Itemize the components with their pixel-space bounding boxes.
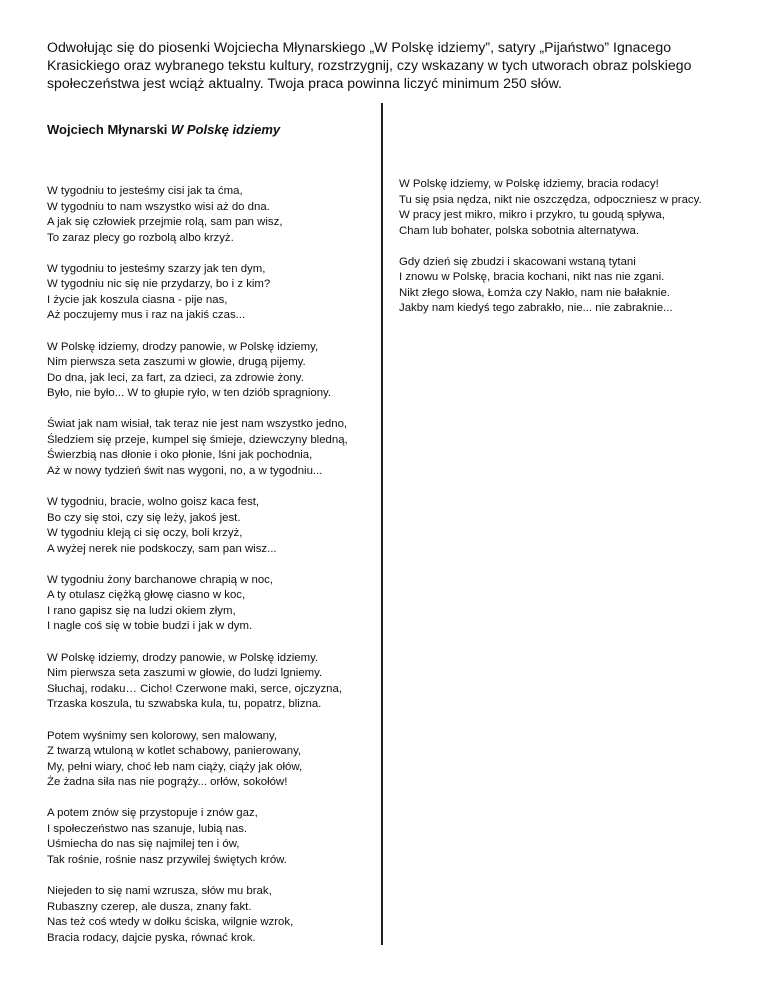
poem-line: Bo czy się stoi, czy się leży, jakoś jest. xyxy=(47,511,241,524)
poem-stanza xyxy=(47,340,372,402)
poem-line: Cham lub bohater, polska sobotnia alternatywa. xyxy=(399,224,639,237)
poem-line: A ty otulasz ciężką głowę ciasno w koc, xyxy=(47,589,246,602)
poem-line: Świerzbią nas dłonie i oko płonie, lśni jak pochodnia, xyxy=(47,449,313,462)
poem-line: My, pełni wiary, choć łeb nam ciąży, ciąży jak ołów, xyxy=(47,760,303,773)
poem-line: I życie jak koszula ciasna - pije nas, xyxy=(47,293,228,306)
poem-line: W tygodniu to jesteśmy szarzy jak ten dym, xyxy=(47,262,266,275)
poem-line: Rubaszny czerep, ale dusza, znany fakt. xyxy=(47,900,252,913)
poem-line: W tygodniu to jesteśmy cisi jak ta ćma, xyxy=(47,185,243,197)
poem-line: A wyżej nerek nie podskoczy, sam pan wisz... xyxy=(47,542,277,555)
poem-stanza xyxy=(47,729,372,791)
poem-heading xyxy=(47,122,280,138)
poem-line: Było, nie było... W to głupie ryło, w ten dziób spragniony. xyxy=(47,387,332,400)
poem-line: Bracia rodacy, dajcie pyska, równać krok. xyxy=(47,931,256,944)
poem-right-column xyxy=(399,177,739,332)
poem-stanza xyxy=(47,184,372,246)
poem-author: Wojciech Młynarski xyxy=(47,122,168,137)
poem-stanza xyxy=(47,262,372,324)
poem-line: Trzaska koszula, tu szwabska kula, tu, popatrz, blizna. xyxy=(47,698,322,711)
poem-line: W tygodniu żony barchanowe chrapią w noc, xyxy=(47,573,274,586)
poem-stanza xyxy=(399,255,739,317)
poem-line: W Polskę idziemy, drodzy panowie, w Polskę idziemy, xyxy=(47,340,319,353)
poem-line: W tygodniu kleją ci się oczy, boli krzyż, xyxy=(47,527,243,540)
poem-line: W Polskę idziemy, drodzy panowie, w Polskę idziemy. xyxy=(47,651,319,664)
poem-line: Tu się psia nędza, nikt nie oszczędza, odpoczniesz w pracy. xyxy=(399,193,702,206)
poem-line: Aż w nowy tydzień świt nas wygoni, no, a w tygodniu... xyxy=(47,464,323,477)
poem-line: W pracy jest mikro, mikro i przykro, tu goudą spływa, xyxy=(399,209,665,221)
poem-line: W tygodniu to nam wszystko wisi aż do dna. xyxy=(47,200,270,213)
poem-line: Nim pierwsza seta zaszumi w głowie, drugą pijemy. xyxy=(47,356,306,369)
poem-stanza xyxy=(47,651,372,713)
poem-line: W tygodniu, bracie, wolno goisz kaca fest, xyxy=(47,496,260,509)
poem-line: Potem wyśnimy sen kolorowy, sen malowany, xyxy=(47,729,278,742)
poem-line: Uśmiecha do nas się najmilej ten i ów, xyxy=(47,838,240,851)
poem-stanza xyxy=(47,417,372,479)
poem-line: Śledziem się przeje, kumpel się śmieje, dziewczyny bledną, xyxy=(47,433,348,446)
poem-line: I nagle coś się w tobie budzi i jak w dym. xyxy=(47,620,253,633)
poem-line: Nikt złego słowa, Łomża czy Nakło, nam nie bałaknie. xyxy=(399,286,670,299)
poem-line: Słuchaj, rodaku… Cicho! Czerwone maki, serce, ojczyzna, xyxy=(47,682,343,695)
poem-line: Jakby nam kiedyś tego zabrakło, nie... nie zabraknie... xyxy=(399,302,673,314)
poem-line: I społeczeństwo nas szanuje, lubią nas. xyxy=(47,822,248,835)
poem-stanza xyxy=(47,884,372,946)
poem-left-column xyxy=(47,184,372,962)
poem-line: Tak rośnie, rośnie nasz przywilej świętych krów. xyxy=(47,853,287,866)
poem-line: W Polskę idziemy, w Polskę idziemy, bracia rodacy! xyxy=(399,178,659,190)
poem-line: Nim pierwsza seta zaszumi w głowie, do ludzi lgniemy. xyxy=(47,667,323,680)
poem-line: Świat jak nam wisiał, tak teraz nie jest nam wszystko jedno, xyxy=(47,418,348,431)
poem-line: A jak się człowiek przejmie rolą, sam pan wisz, xyxy=(47,216,283,228)
poem-line: Że żadna siła nas nie pogrąży... orłów, sokołów! xyxy=(47,776,288,789)
poem-line: A potem znów się przystopuje i znów gaz, xyxy=(47,807,258,820)
poem-stanza xyxy=(399,177,739,239)
poem-stanza xyxy=(47,573,372,635)
poem-line: Nas też coś wtedy w dołku ściska, wilgnie wzrok, xyxy=(47,916,294,929)
poem-line: I znowu w Polskę, bracia kochani, nikt nas nie zgani. xyxy=(399,271,665,283)
poem-stanza xyxy=(47,495,372,557)
poem-title: W Polskę idziemy xyxy=(171,122,281,137)
poem-line: Gdy dzień się zbudzi i skacowani wstaną tytani xyxy=(399,255,636,268)
column-divider xyxy=(381,103,383,945)
poem-line: Aż poczujemy mus i raz na jakiś czas... xyxy=(47,309,246,322)
poem-line: Z twarzą wtuloną w kotlet schabowy, panierowany, xyxy=(47,745,302,758)
assignment-prompt: Odwołując się do piosenki Wojciecha Młynarskiego „W Polskę idziemy”, satyry „Pijaństwo” Ignacego Krasickiego oraz wybranego tekstu kultury, rozstrzygnij, czy wskazany w tych utworach obraz polskiego społeczeństwa jest wciąż aktualny. Twoja praca powinna liczyć minimum 250 słów. xyxy=(47,39,692,91)
poem-stanza xyxy=(47,806,372,868)
poem-line: To zaraz plecy go rozbolą albo krzyż. xyxy=(47,231,234,244)
poem-line: Niejeden to się nami wzrusza, słów mu brak, xyxy=(47,885,272,898)
poem-line: W tygodniu nic się nie przydarzy, bo i z kim? xyxy=(47,278,271,291)
poem-line: Do dna, jak leci, za fart, za dzieci, za zdrowie żony. xyxy=(47,371,304,384)
poem-line: I rano gapisz się na ludzi okiem złym, xyxy=(47,604,236,617)
